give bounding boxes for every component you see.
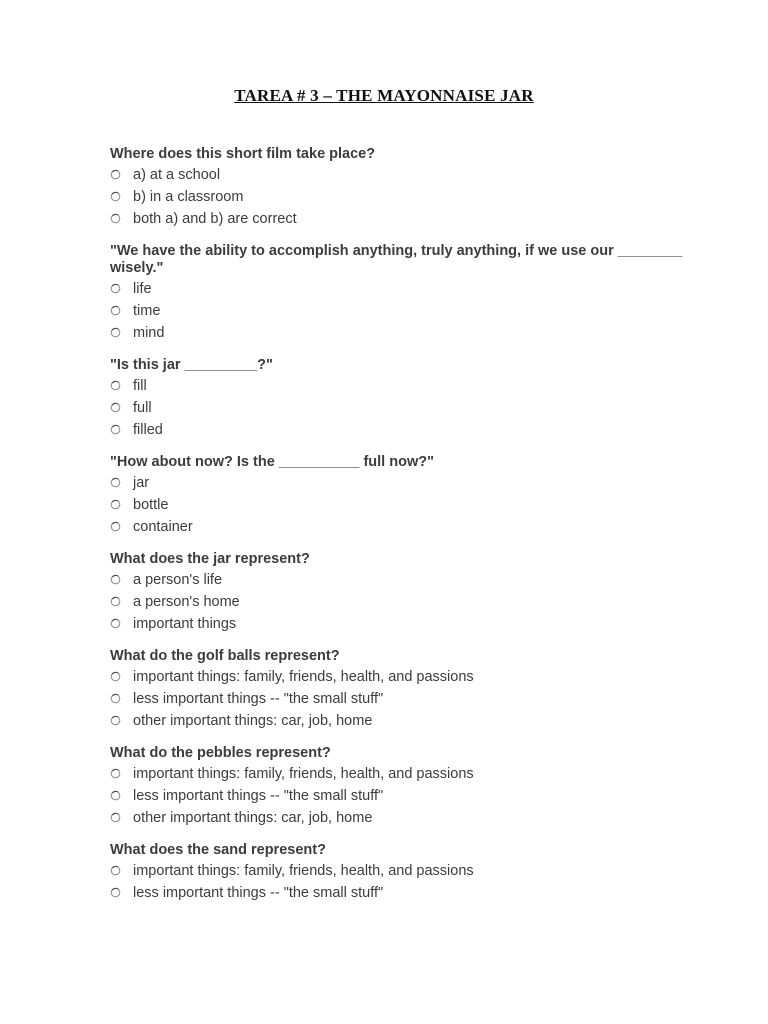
answer-option[interactable] [110,209,710,231]
answer-option[interactable] [110,495,710,517]
answer-option[interactable] [110,165,710,187]
answer-option[interactable] [110,786,710,808]
answer-option-label: a person's home [133,594,240,610]
radio-button-icon[interactable] [110,691,121,702]
answer-option-label: jar [133,475,150,491]
question-block [110,243,710,345]
answer-option-label: life [133,281,152,297]
question-text: What does the sand represent? [110,842,326,858]
radio-button-icon[interactable] [110,400,121,411]
radio-button-icon[interactable] [110,303,121,314]
answer-option[interactable] [110,517,710,539]
radio-button-icon[interactable] [110,475,121,486]
radio-button-icon[interactable] [110,422,121,433]
answer-option[interactable] [110,323,710,345]
question-block [110,146,710,231]
answer-option[interactable] [110,764,710,786]
answer-option-label: mind [133,325,165,341]
answer-option-label: important things [133,616,237,632]
question-text: What do the pebbles represent? [110,745,331,761]
page-title: TAREA # 3 – THE MAYONNAISE JAR [234,86,534,105]
question-block [110,454,710,539]
question-block [110,842,710,905]
answer-option[interactable] [110,376,710,398]
answer-option[interactable] [110,592,710,614]
answer-option[interactable] [110,711,710,733]
answer-option-label: time [133,303,161,319]
answer-option-label: less important things -- "the small stuff" [133,788,384,804]
question-block [110,357,710,442]
radio-button-icon[interactable] [110,766,121,777]
answer-option-label: b) in a classroom [133,189,244,205]
radio-button-icon[interactable] [110,572,121,583]
question-block [110,551,710,636]
answer-option[interactable] [110,279,710,301]
answer-option-label: less important things -- "the small stuff" [133,691,384,707]
radio-button-icon[interactable] [110,594,121,605]
radio-button-icon[interactable] [110,669,121,680]
radio-button-icon[interactable] [110,189,121,200]
radio-button-icon[interactable] [110,616,121,627]
answer-option[interactable] [110,473,710,495]
answer-option-label: filled [133,422,163,438]
answer-option-label: important things: family, friends, health, and passions [133,669,474,685]
radio-button-icon[interactable] [110,325,121,336]
answer-option[interactable] [110,398,710,420]
question-text: "How about now? Is the __________ full now?" [110,454,434,470]
radio-button-icon[interactable] [110,281,121,292]
answer-option-label: container [133,519,193,535]
answer-option[interactable] [110,614,710,636]
question-text: "Is this jar _________?" [110,357,273,373]
answer-option-label: full [133,400,152,416]
radio-button-icon[interactable] [110,497,121,508]
answer-option-label: a) at a school [133,167,221,183]
answer-option[interactable] [110,689,710,711]
answer-option[interactable] [110,570,710,592]
radio-button-icon[interactable] [110,885,121,896]
radio-button-icon[interactable] [110,211,121,222]
answer-option-label: less important things -- "the small stuff" [133,885,384,901]
question-list [110,146,710,917]
answer-option[interactable] [110,301,710,323]
answer-option[interactable] [110,667,710,689]
radio-button-icon[interactable] [110,788,121,799]
question-text: "We have the ability to accomplish anything, truly anything, if we use our ________ wisely." [110,243,687,276]
question-text: What do the golf balls represent? [110,648,340,664]
radio-button-icon[interactable] [110,810,121,821]
answer-option-label: other important things: car, job, home [133,810,373,826]
answer-option-label: important things: family, friends, health, and passions [133,766,474,782]
question-block [110,745,710,830]
radio-button-icon[interactable] [110,713,121,724]
answer-option[interactable] [110,861,710,883]
answer-option[interactable] [110,420,710,442]
answer-option-label: other important things: car, job, home [133,713,373,729]
question-block [110,648,710,733]
answer-option-label: fill [133,378,147,394]
answer-option-label: bottle [133,497,169,513]
radio-button-icon[interactable] [110,519,121,530]
answer-option[interactable] [110,187,710,209]
answer-option-label: important things: family, friends, health, and passions [133,863,474,879]
radio-button-icon[interactable] [110,863,121,874]
radio-button-icon[interactable] [110,167,121,178]
question-text: What does the jar represent? [110,551,310,567]
answer-option-label: a person's life [133,572,223,588]
radio-button-icon[interactable] [110,378,121,389]
answer-option-label: both a) and b) are correct [133,211,297,227]
answer-option[interactable] [110,808,710,830]
answer-option[interactable] [110,883,710,905]
question-text: Where does this short film take place? [110,146,376,162]
